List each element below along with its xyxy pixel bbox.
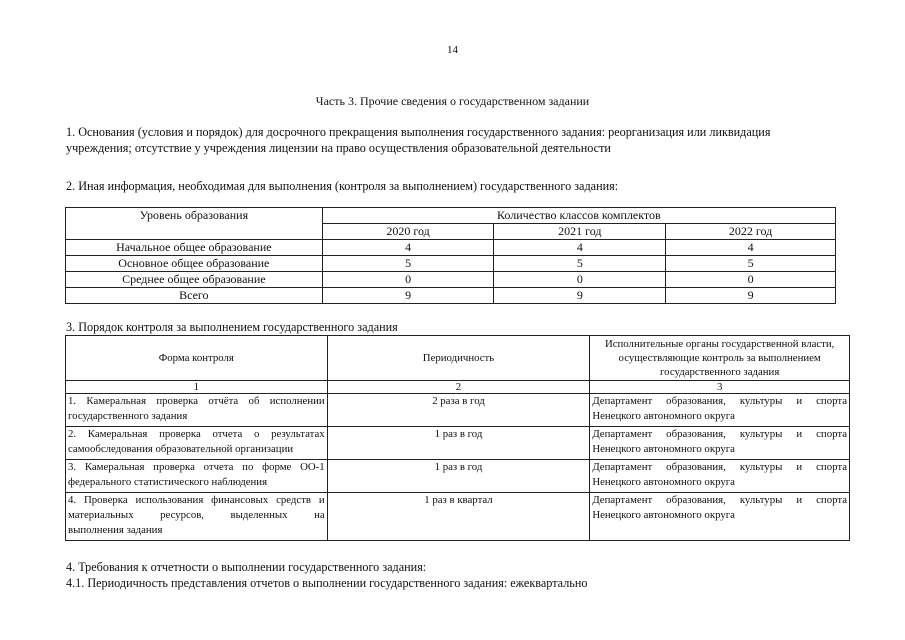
page-number: 14 — [447, 44, 458, 56]
value-cell: 5 — [666, 256, 836, 272]
value-cell: 4 — [666, 240, 836, 256]
table-row — [66, 493, 850, 541]
section-4-heading: 4. Требования к отчетности о выполнении государственного задания: — [66, 560, 427, 574]
page-title: Часть 3. Прочие сведения о государственном задании — [315, 94, 590, 108]
section-1-line-1: 1. Основания (условия и порядок) для досрочного прекращения выполнения государственного задания: реорганизация или ликвидация — [66, 125, 771, 139]
header-count: Количество классов комплектов — [322, 208, 835, 224]
authority-cell — [590, 394, 850, 427]
periodicity-cell: 1 раз в квартал — [327, 493, 590, 541]
section-1 — [66, 124, 846, 156]
table-row — [66, 427, 850, 460]
text-line: Департамент образования, культуры и спорта — [592, 461, 847, 473]
table-row — [66, 256, 836, 272]
value-cell: 5 — [322, 256, 494, 272]
column-number: 1 — [66, 381, 328, 394]
table-row — [66, 240, 836, 256]
value-cell: 0 — [666, 272, 836, 288]
header-level: Уровень образования — [66, 208, 323, 240]
text-line: Ненецкого автономного округа — [592, 443, 735, 455]
level-cell: Основное общее образование — [66, 256, 323, 272]
text-line: материальных ресурсов, выделенных на — [68, 509, 325, 521]
value-cell: 9 — [322, 288, 494, 304]
periodicity-cell: 2 раза в год — [327, 394, 590, 427]
text-line: Департамент образования, культуры и спорта — [592, 395, 847, 407]
level-cell: Всего — [66, 288, 323, 304]
level-cell: Начальное общее образование — [66, 240, 323, 256]
text-line: 4. Проверка использования финансовых средств и — [68, 494, 325, 506]
periodicity-cell: 1 раз в год — [327, 427, 590, 460]
table-row-total — [66, 288, 836, 304]
header-year: 2022 год — [666, 224, 836, 240]
section-2-heading: 2. Иная информация, необходимая для выполнения (контроля за выполнением) государственного задания: — [66, 179, 619, 193]
text-line: государственного задания — [68, 410, 188, 422]
text-line: Ненецкого автономного округа — [592, 410, 735, 422]
header-year: 2021 год — [494, 224, 666, 240]
control-procedure-table — [65, 335, 850, 541]
value-cell: 9 — [494, 288, 666, 304]
value-cell: 0 — [322, 272, 494, 288]
class-count-table — [65, 207, 836, 304]
text-line: выполнения задания — [68, 524, 163, 536]
text-line: федерального статистического наблюдения — [68, 476, 268, 488]
header-periodicity: Периодичность — [327, 336, 590, 381]
level-cell: Среднее общее образование — [66, 272, 323, 288]
authority-cell — [590, 493, 850, 541]
column-number: 3 — [590, 381, 850, 394]
text-line: Ненецкого автономного округа — [592, 509, 735, 521]
control-form-cell — [66, 460, 328, 493]
header-year: 2020 год — [322, 224, 494, 240]
table-row — [66, 272, 836, 288]
periodicity-cell: 1 раз в год — [327, 460, 590, 493]
value-cell: 5 — [494, 256, 666, 272]
section-3-heading: 3. Порядок контроля за выполнением государственного задания — [66, 320, 398, 334]
table-row — [66, 460, 850, 493]
header-authority: Исполнительные органы государственной власти, осуществляющие контроль за выполнением государственного задания — [590, 336, 850, 381]
control-form-cell — [66, 427, 328, 460]
column-number: 2 — [327, 381, 590, 394]
text-line: 3. Камеральная проверка отчета по форме ОО-1 — [68, 461, 325, 473]
text-line: самообследования образовательной организации — [68, 443, 294, 455]
section-1-line-2: учреждения; отсутствие у учреждения лицензии на право осуществления образовательной деятельности — [66, 141, 611, 155]
text-line: Департамент образования, культуры и спорта — [592, 428, 847, 440]
authority-cell — [590, 460, 850, 493]
table-row — [66, 394, 850, 427]
control-form-cell — [66, 493, 328, 541]
value-cell: 4 — [322, 240, 494, 256]
text-line: Ненецкого автономного округа — [592, 476, 735, 488]
value-cell: 4 — [494, 240, 666, 256]
text-line: 2. Камеральная проверка отчета о результатах — [68, 428, 325, 440]
authority-cell — [590, 427, 850, 460]
value-cell: 0 — [494, 272, 666, 288]
text-line: 1. Камеральная проверка отчёта об исполнении — [68, 395, 325, 407]
value-cell: 9 — [666, 288, 836, 304]
header-control-form: Форма контроля — [66, 336, 328, 381]
text-line: Департамент образования, культуры и спорта — [592, 494, 847, 506]
control-form-cell — [66, 394, 328, 427]
section-4-item-1: 4.1. Периодичность представления отчетов о выполнении государственного задания: ежеквартально — [66, 576, 588, 590]
